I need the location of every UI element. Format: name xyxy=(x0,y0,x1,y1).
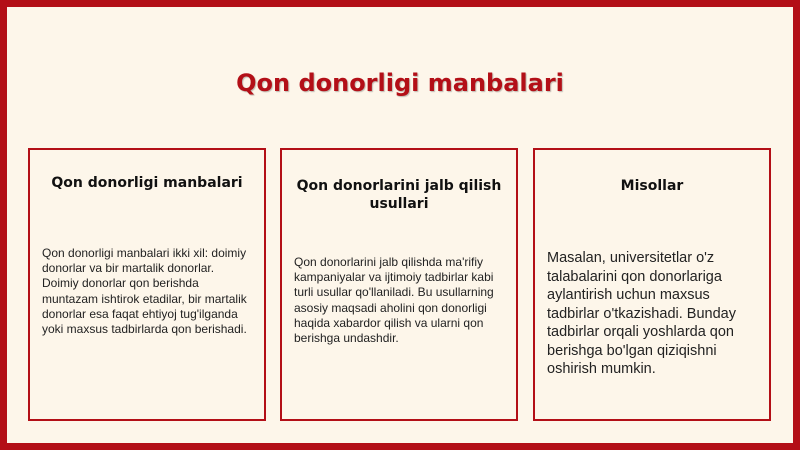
card-heading: Qon donorlarini jalb qilish usullari xyxy=(296,178,502,212)
card-methods xyxy=(280,148,518,421)
slide xyxy=(7,7,793,443)
card-body: Masalan, universitetlar o'z talabalarini qon donorlariga aylantirish uchun maxsus tadbirlar o'tkazishadi. Bunday tadbirlar orqali yoshlarda qon berishga bo'lgan qiziqishni oshirish mumkin. xyxy=(547,250,736,377)
card-examples xyxy=(533,148,771,421)
card-body: Qon donorlarini jalb qilishda ma'rifiy kampaniyalar va ijtimoiy tadbirlar kabi turli usullar qo'llaniladi. Bu usullarning asosiy maqsadi aholini qon donorligi haqida xabardor qilish va ularni qon berishga undashdir. xyxy=(294,255,494,346)
card-heading: Misollar xyxy=(620,178,684,194)
slide-title: Qon donorligi manbalari xyxy=(236,69,564,97)
card-sources xyxy=(28,148,266,421)
card-body: Qon donorligi manbalari ikki xil: doimiy donorlar va bir martalik donorlar. Doimiy donorlar qon berishda muntazam ishtirok etadilar, bir martalik donorlar esa faqat ehtiyoj tug'ilganda yoki maxsus tadbirlarda qon berishadi. xyxy=(42,246,247,337)
card-heading: Qon donorligi manbalari xyxy=(51,175,243,191)
